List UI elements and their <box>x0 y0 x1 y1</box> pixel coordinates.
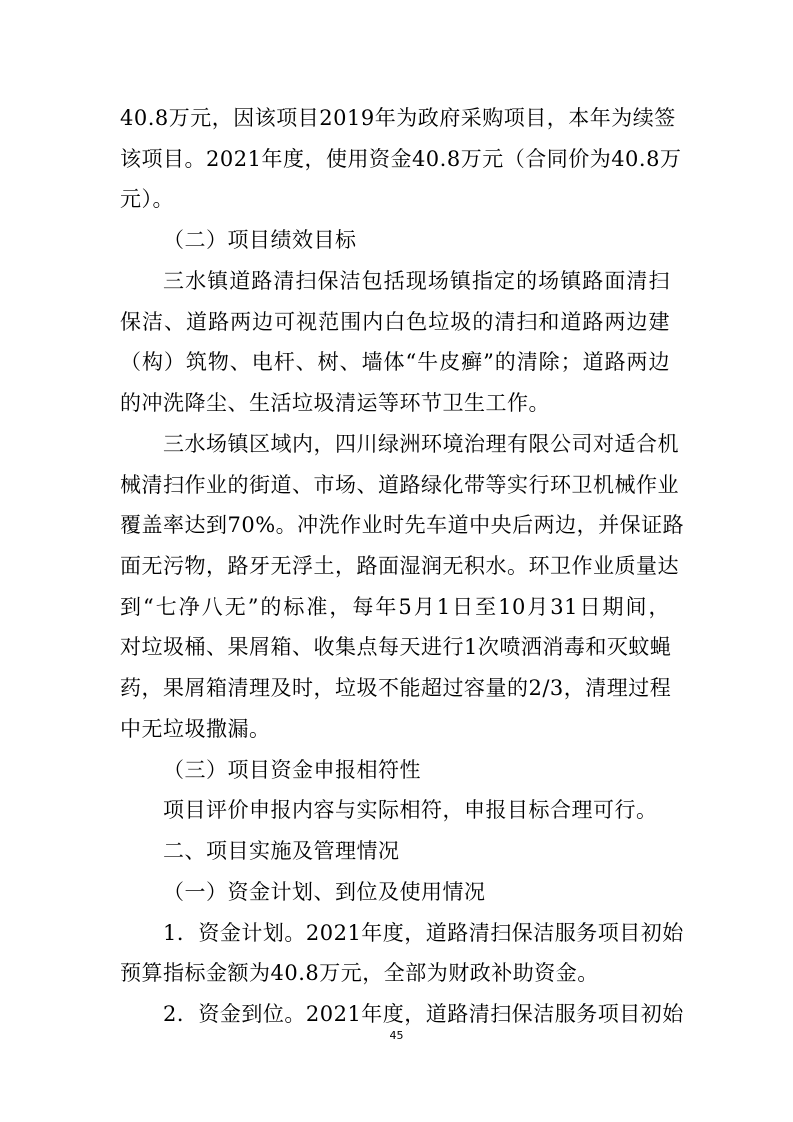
text-line-12: 面无污物，路牙无浮土，路面湿润无积水。环卫作业质量达 <box>120 554 679 578</box>
text-line-13: 到“七净八无”的标准，每年5月1日至10月31日期间， <box>120 594 670 619</box>
text-line-15: 药，果屑箱清理及时，垃圾不能超过容量的2/3，清理过程 <box>120 676 672 701</box>
section-heading-1: （一）资金计划、到位及使用情况 <box>163 879 486 904</box>
text-line-22: 预算指标金额为40.8万元，全部为财政补助资金。 <box>120 961 599 986</box>
chapter-heading-2: 二、项目实施及管理情况 <box>163 839 400 864</box>
text-line-14: 对垃圾桶、果屑箱、收集点每天进行1次喷洒消毒和灭蚊蝇 <box>120 635 672 660</box>
page-number: 45 <box>389 1029 404 1042</box>
text-line-10: 械清扫作业的街道、市场、道路绿化带等实行环卫机械作业 <box>120 472 679 497</box>
section-heading-2: （二）项目绩效目标 <box>163 228 357 253</box>
text-line-7: （构）筑物、电杆、树、墙体“牛皮癣”的清除；道路两边 <box>120 350 670 375</box>
text-line-21: 1．资金计划。2021年度，道路清扫保洁服务项目初始 <box>163 920 684 945</box>
text-line-9: 三水场镇区域内，四川绿洲环境治理有限公司对适合机 <box>163 431 679 456</box>
text-line-5: 三水镇道路清扫保洁包括现场镇指定的场镇路面清扫 <box>163 268 670 293</box>
text-line-8: 的冲洗降尘、生活垃圾清运等环节卫生工作。 <box>120 391 550 416</box>
text-line-6: 保洁、道路两边可视范围内白色垃圾的清扫和道路两边建 <box>120 309 670 334</box>
text-line-18: 项目评价申报内容与实际相符，申报目标合理可行。 <box>163 798 658 823</box>
text-line-11: 覆盖率达到70%。冲洗作业时先车道中央后两边，并保证路 <box>120 513 685 538</box>
text-line-23: 2．资金到位。2021年度，道路清扫保洁服务项目初始 <box>163 1002 684 1026</box>
text-line-3: 元）。 <box>120 187 174 212</box>
text-line-1: 40.8万元，因该项目2019年为政府采购项目，本年为续签 <box>120 106 676 130</box>
section-heading-3: （三）项目资金申报相符性 <box>163 757 421 782</box>
text-line-16: 中无垃圾撒漏。 <box>120 716 271 741</box>
text-line-2: 该项目。2021年度，使用资金40.8万元（合同价为40.8万 <box>120 146 682 171</box>
